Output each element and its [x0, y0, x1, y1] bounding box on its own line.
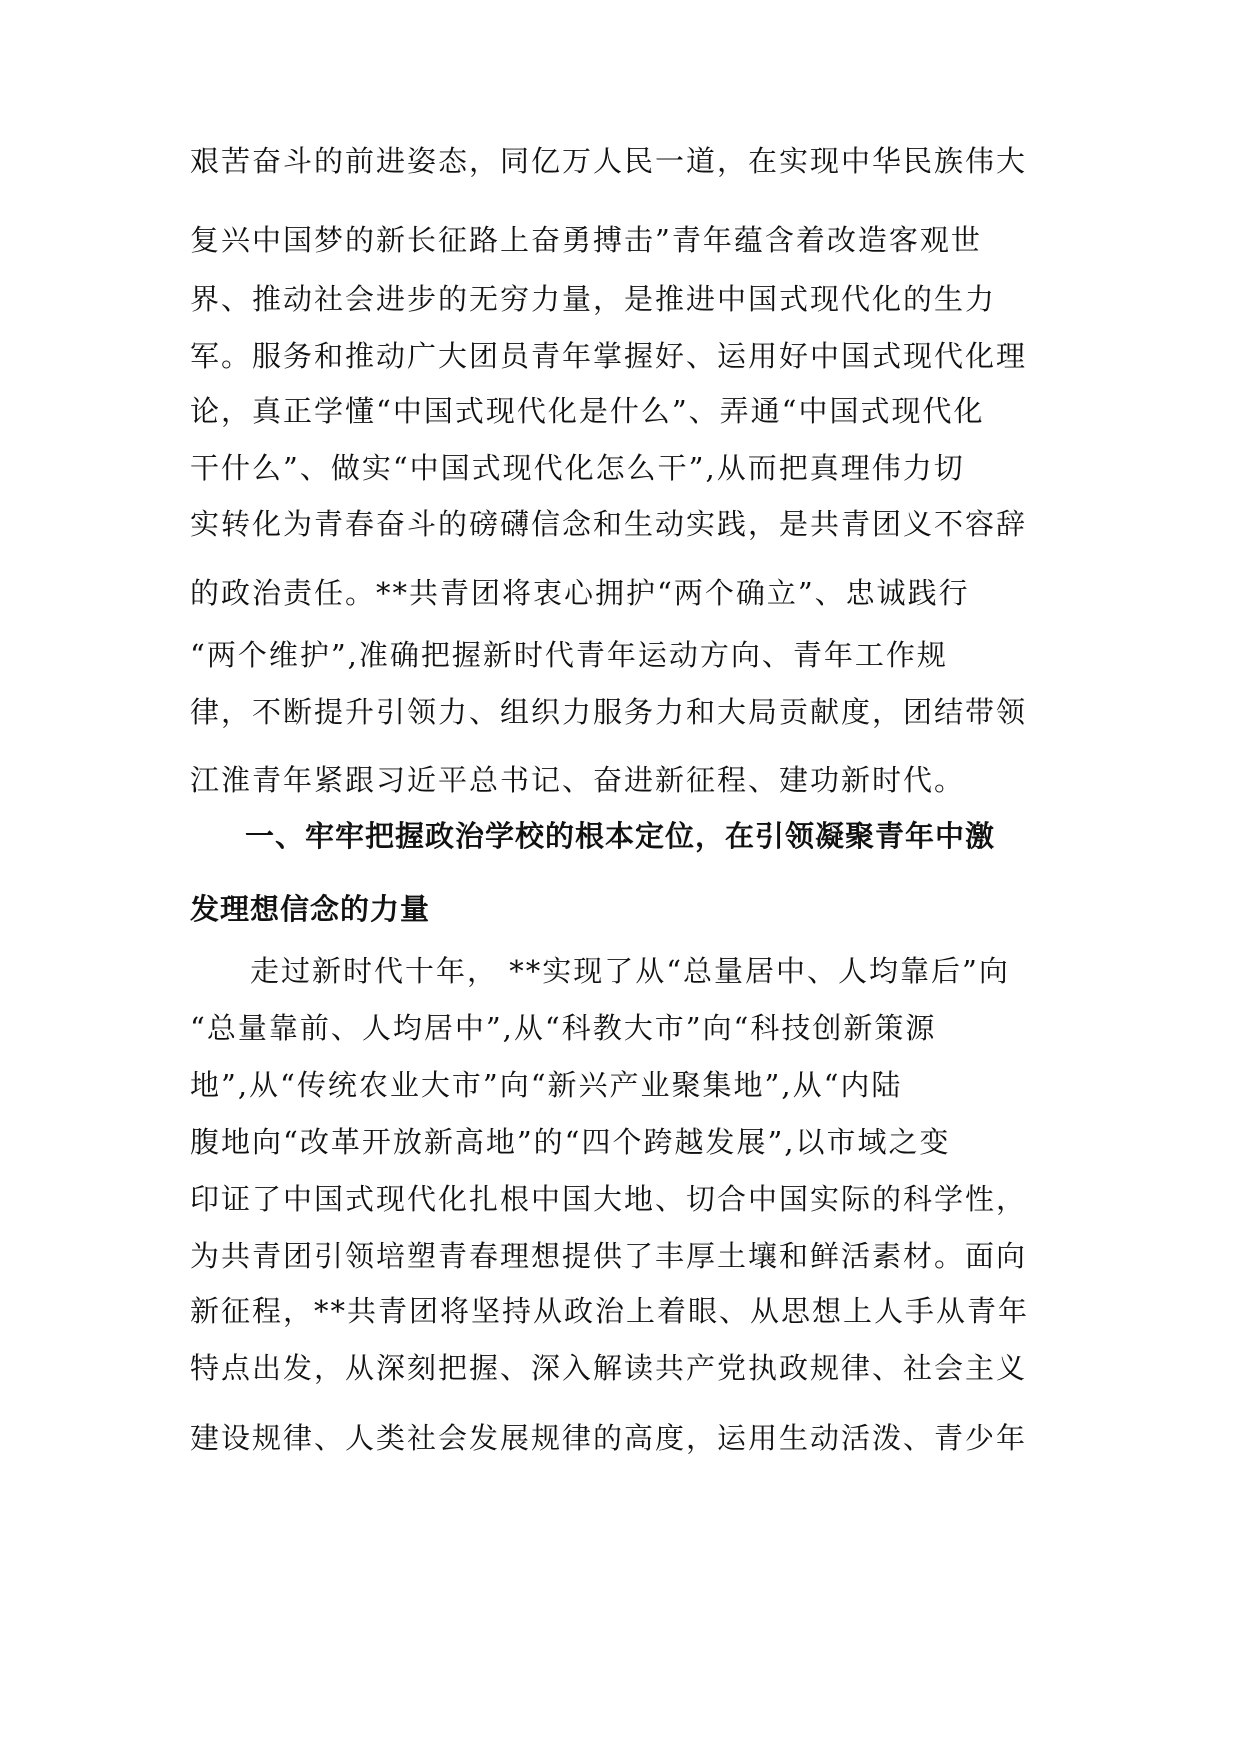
text-line: 地”,从“传统农业大市”向“新兴产业聚集地”,从“内陆 [190, 1068, 903, 1102]
text-line: 复兴中国梦的新长征路上奋勇搏击”青年蕴含着改造客观世 [190, 223, 982, 257]
text-line: 的政治责任。**共青团将衷心拥护“两个确立”、忠诚践行 [190, 576, 970, 610]
text-line: 印证了中国式现代化扎根中国大地、切合中国实际的科学性， [190, 1182, 1028, 1216]
text-line: 特点出发，从深刻把握、深入解读共产党执政规律、社会主义 [190, 1351, 1028, 1385]
section-heading-continued: 发理想信念的力量 [190, 892, 431, 926]
text-line: 为共青团引领培塑青春理想提供了丰厚土壤和鲜活素材。面向 [190, 1239, 1028, 1273]
text-line: 艰苦奋斗的前进姿态，同亿万人民一道，在实现中华民族伟大 [190, 144, 1028, 178]
text-line: 新征程，**共青团将坚持从政治上着眼、从思想上人手从青年 [190, 1294, 1030, 1328]
text-line: 干什么”、做实“中国式现代化怎么干”,从而把真理伟力切 [190, 451, 965, 485]
text-line: 腹地向“改革开放新高地”的“四个跨越发展”,以市域之变 [190, 1125, 951, 1159]
text-line: “总量靠前、人均居中”,从“科教大市”向“科技创新策源 [190, 1011, 937, 1045]
text-line: 建设规律、人类社会发展规律的高度，运用生动活泼、青少年 [190, 1421, 1028, 1455]
text-line: 江淮青年紧跟习近平总书记、奋进新征程、建功新时代。 [190, 763, 966, 797]
section-heading: 一、牢牢把握政治学校的根本定位，在引领凝聚青年中激 [245, 819, 996, 853]
text-line: “两个维护”,准确把握新时代青年运动方向、青年工作规 [190, 638, 948, 672]
text-line: 律，不断提升引领力、组织力服务力和大局贡献度，团结带领 [190, 695, 1028, 729]
text-line: 论，真正学懂“中国式现代化是什么”、弄通“中国式现代化 [190, 394, 985, 428]
paragraph-first-line: 走过新时代十年， **实现了从“总量居中、人均靠后”向 [250, 954, 1010, 988]
text-line: 界、推动社会进步的无穷力量，是推进中国式现代化的生力 [190, 282, 997, 316]
text-line: 实转化为青春奋斗的磅礴信念和生动实践，是共青团义不容辞 [190, 507, 1028, 541]
text-line: 军。服务和推动广大团员青年掌握好、运用好中国式现代化理 [190, 339, 1028, 373]
